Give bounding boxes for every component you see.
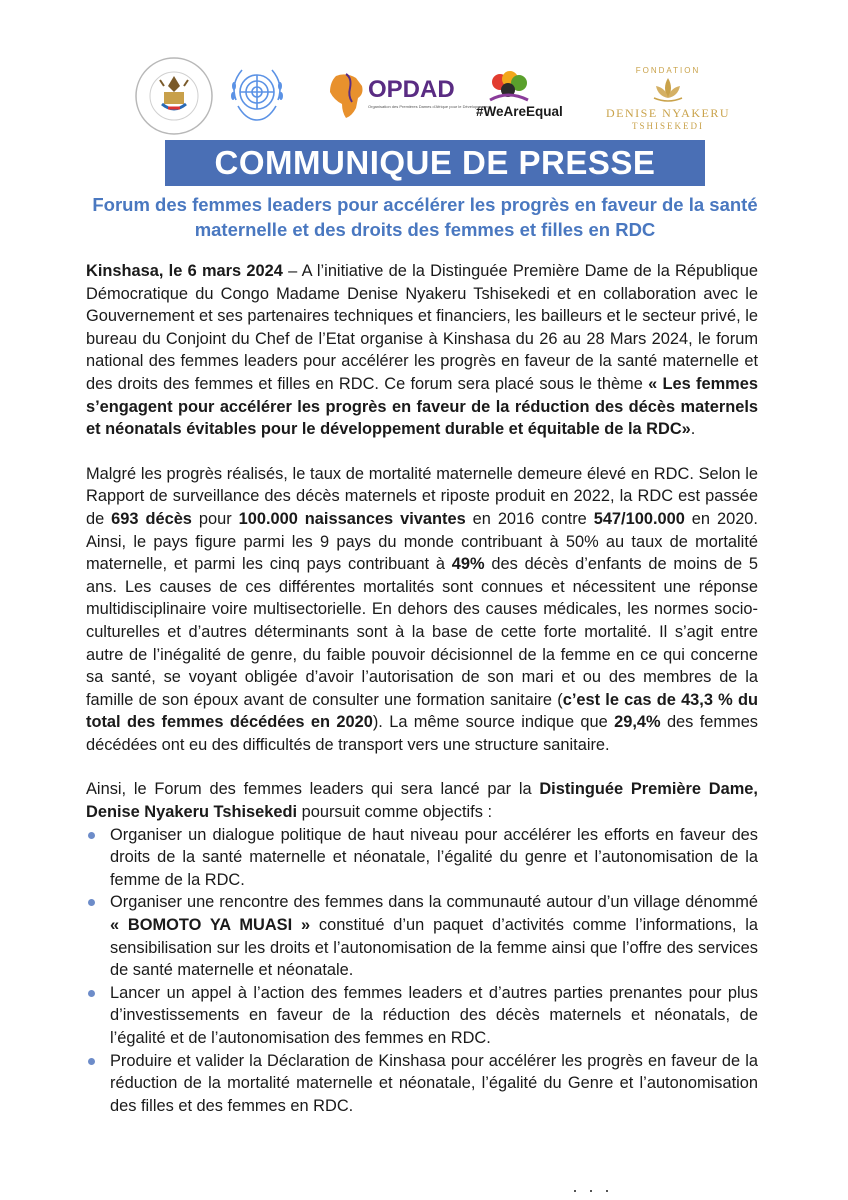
stat-deaths-2016: 693 décès: [111, 509, 192, 528]
paragraph-text: – A l’initiative de la Distinguée Première Dame de la République Démocratique du Congo Madame Denise Nyakeru Tshisekedi et en collaboration avec le Gouvernement et ses partenaires techniques et financiers, les bailleurs et le secteur privé, le bureau du Conjoint du Chef de l’Etat organise à Kinshasa du 26 au 28 Mars 2024, le forum national des femmes leaders pour accélérer les progrès en faveur de la santé maternelle et des droits des femmes et filles en RDC. Ce forum sera placé sous le thème: [86, 262, 758, 393]
list-item: [86, 982, 758, 1050]
forum-theme: « Les femmes s’engagent pour accélérer les progrès en faveur de la réduction des décès maternels et néonatals évitables pour le développement durable et équitable de la RDC»: [86, 374, 758, 439]
united-nations-emblem-icon: [224, 62, 290, 128]
paragraph-text: des femmes décédées ont eu des difficultés de transport vers une structure sanitaire.: [86, 713, 759, 754]
fondation-denise-nyakeru-tshisekedi-logo: [602, 66, 734, 136]
list-item: [86, 1050, 758, 1118]
bullet-dot-icon: [88, 990, 95, 997]
paragraph-text: ). La même source indique que: [372, 713, 615, 732]
press-release-subtitle: [80, 192, 770, 242]
objective-text: Organiser une rencontre des femmes dans la communauté autour d’un village dénommé: [110, 893, 758, 912]
bullet-dot-icon: [88, 1058, 95, 1065]
list-item: [86, 824, 758, 892]
lotus-flower-icon: [652, 76, 684, 102]
bullet-dot-icon: [88, 832, 95, 839]
bullet-dot-icon: [88, 899, 95, 906]
africa-map-icon: [328, 70, 368, 120]
objectives-list: [86, 824, 758, 1118]
stat-live-births: 100.000 naissances vivantes: [238, 509, 466, 528]
subtitle-line-1: Forum des femmes leaders pour accélérer les progrès en faveur de la santé: [92, 194, 758, 215]
weareequal-logo: [476, 70, 591, 126]
opdad-logo: [328, 70, 491, 120]
stat-deaths-2020: 547/100.000: [593, 509, 685, 528]
objective-text: Produire et valider la Déclaration de Kinshasa pour accélérer les progrès en faveur de la réduction de la mortalité maternelle et néonatale, l’égalité du Genre et l’autonomisation des filles et des femmes en RDC.: [110, 1051, 758, 1115]
paragraph-text: en 2020. Ainsi, le pays figure parmi les 9 pays du monde contribuant à 50% au taux de mortalité maternelle, et parmi les cinq pays contribuant à: [86, 509, 758, 574]
fondation-name-line1: DENISE NYAKERU: [606, 106, 730, 120]
press-release-title-banner: COMMUNIQUE DE PRESSE: [165, 140, 705, 186]
opdad-tagline: Organisation des Premières Dames d'Afrique pour le Développement: [368, 104, 491, 109]
paragraph-text: .: [690, 420, 696, 439]
objective-text: Lancer un appel à l’action des femmes leaders et d’autres parties prenantes pour plus d’investissements en faveur de la réduction des décès maternels et néonatals, de l’égalité et de l’autonomisation des femmes en RDC.: [110, 983, 758, 1047]
list-item: [86, 891, 758, 981]
opdad-wordmark: OPDAD: [368, 76, 455, 103]
paragraph-text: poursuit comme objectifs :: [297, 803, 493, 822]
press-release-body: [86, 260, 758, 1117]
paragraph-intro: [86, 260, 758, 441]
weareequal-wordmark: #WeAreEqual: [476, 104, 563, 119]
stat-child-deaths-share: 49%: [451, 555, 485, 574]
rdc-government-seal-logo: [134, 56, 214, 136]
fondation-name-line2: TSHISEKEDI: [632, 121, 704, 131]
first-lady-name: Distinguée Première Dame, Denise Nyakeru Tshisekedi: [86, 780, 758, 822]
paragraph-text: Ainsi, le Forum des femmes leaders qui sera lancé par la: [86, 780, 540, 799]
paragraph-objectives-intro: [86, 778, 758, 823]
stat-transport-difficulties: 29,4%: [614, 713, 661, 732]
dateline: Kinshasa, le 6 mars 2024: [86, 262, 283, 280]
objective-text: constitué d’un paquet d’activités comme l’informations, la sensibilisation sur les droits et l’autonomisation de la femme ainsi que l’offre des services de santé maternelle et néonatale.: [110, 916, 758, 980]
paragraph-text: en 2016 contre: [465, 509, 594, 528]
objective-text: Organiser un dialogue politique de haut niveau pour accélérer les efforts en faveur des droits de la santé maternelle et néonatale, l’égalité du genre et l’autonomisation de la femme de la RDC.: [110, 825, 758, 889]
paragraph-text: pour: [191, 509, 239, 528]
weareequal-figures-icon: [486, 70, 532, 104]
paragraph-text: Malgré les progrès réalisés, le taux de mortalité maternelle demeure élevé en RDC. Selon le Rapport de surveillance des décès maternels et riposte produit en 2022, la RDC est passée de: [86, 464, 758, 528]
stat-authorization-case: c’est le cas de 43,3 % du total des femmes décédées en 2020: [86, 690, 758, 732]
paragraph-text: des décès d’enfants de moins de 5 ans. Les causes de ces différentes mortalités sont connues et nécessitent une réponse multidisciplinaire voire multisectorielle. En dehors des causes médicales, les normes socio- culturelles et d’autres déterminants sont à la base de cette forte mortalité. Il s’agit entre autre de l’inégalité de genre, du faible pouvoir décisionnel de la femme en ce qui concerne sa santé, se voyant obligée d’avoir l’autorisation de son mari et ou des membres de la famille de son époux avant de consulter une formation sanitaire (: [86, 555, 758, 709]
page-footer-mark: [560, 1188, 620, 1196]
subtitle-line-2: maternelle et des droits des femmes et filles en RDC: [194, 219, 656, 240]
paragraph-mortality-stats: [86, 463, 758, 757]
village-name: « BOMOTO YA MUASI »: [110, 916, 311, 935]
fondation-label: FONDATION: [635, 66, 701, 75]
logo-bar: [128, 48, 728, 138]
